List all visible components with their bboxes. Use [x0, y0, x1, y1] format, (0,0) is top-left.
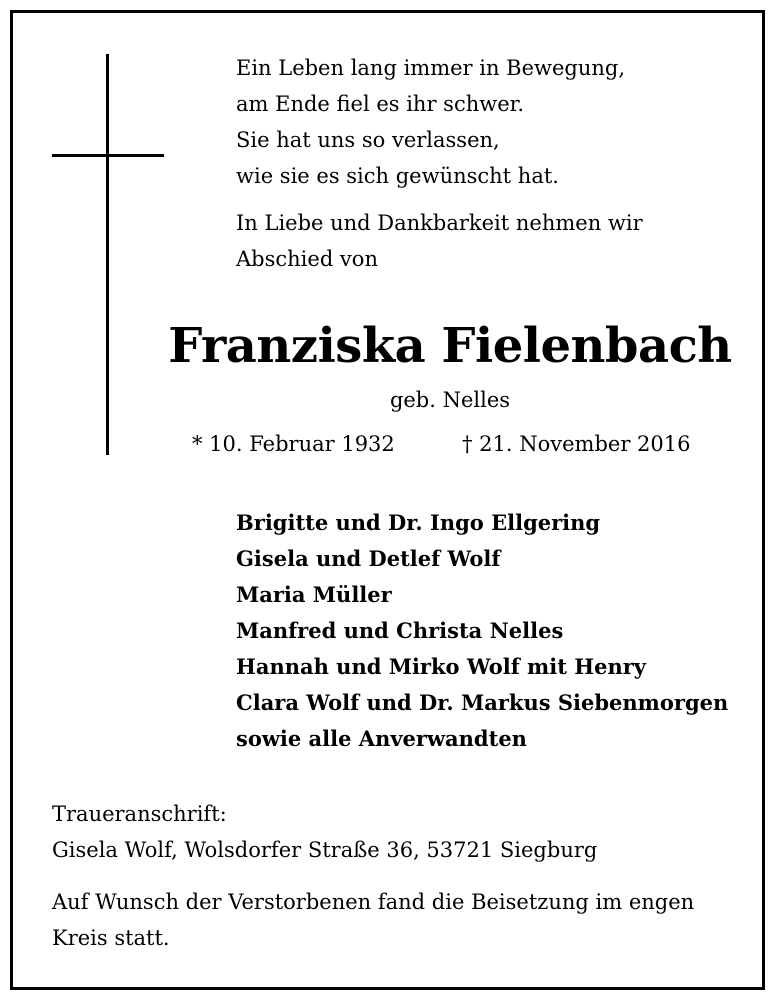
mourner-item: Gisela und Detlef Wolf — [236, 546, 501, 571]
mourners-list — [236, 505, 756, 757]
burial-note — [52, 884, 752, 956]
mourning-address — [52, 796, 752, 868]
poem-line: wie sie es sich gewünscht hat. — [236, 164, 559, 188]
address-label: Traueranschrift: — [52, 802, 227, 826]
mourner-item: Manfred und Christa Nelles — [236, 618, 564, 643]
note-line: Kreis statt. — [52, 926, 170, 950]
poem-line: Sie hat uns so verlassen, — [236, 128, 500, 152]
deceased-name: Franziska Fielenbach — [168, 318, 732, 374]
cross-horizontal-bar — [52, 154, 164, 157]
mourner-item: sowie alle Anverwandten — [236, 726, 527, 751]
mourner-item: Clara Wolf und Dr. Markus Siebenmorgen — [236, 690, 729, 715]
poem-line: Ein Leben lang immer in Bewegung, — [236, 56, 626, 80]
farewell-line: Abschied von — [236, 247, 378, 271]
farewell-line: In Liebe und Dankbarkeit nehmen wir — [236, 211, 643, 235]
poem — [236, 50, 736, 194]
mourner-item: Hannah und Mirko Wolf mit Henry — [236, 654, 647, 679]
mourner-item: Brigitte und Dr. Ingo Ellgering — [236, 510, 601, 535]
maiden-name: geb. Nelles — [389, 388, 511, 412]
birth-date: * 10. Februar 1932 — [192, 432, 395, 456]
address-line: Gisela Wolf, Wolsdorfer Straße 36, 53721 Siegburg — [52, 838, 598, 862]
cross-vertical-bar — [106, 54, 109, 455]
death-date: † 21. November 2016 — [462, 432, 691, 456]
note-line: Auf Wunsch der Verstorbenen fand die Beisetzung im engen — [52, 890, 695, 914]
mourner-item: Maria Müller — [236, 582, 392, 607]
poem-line: am Ende fiel es ihr schwer. — [236, 92, 525, 116]
farewell-text — [236, 205, 736, 277]
